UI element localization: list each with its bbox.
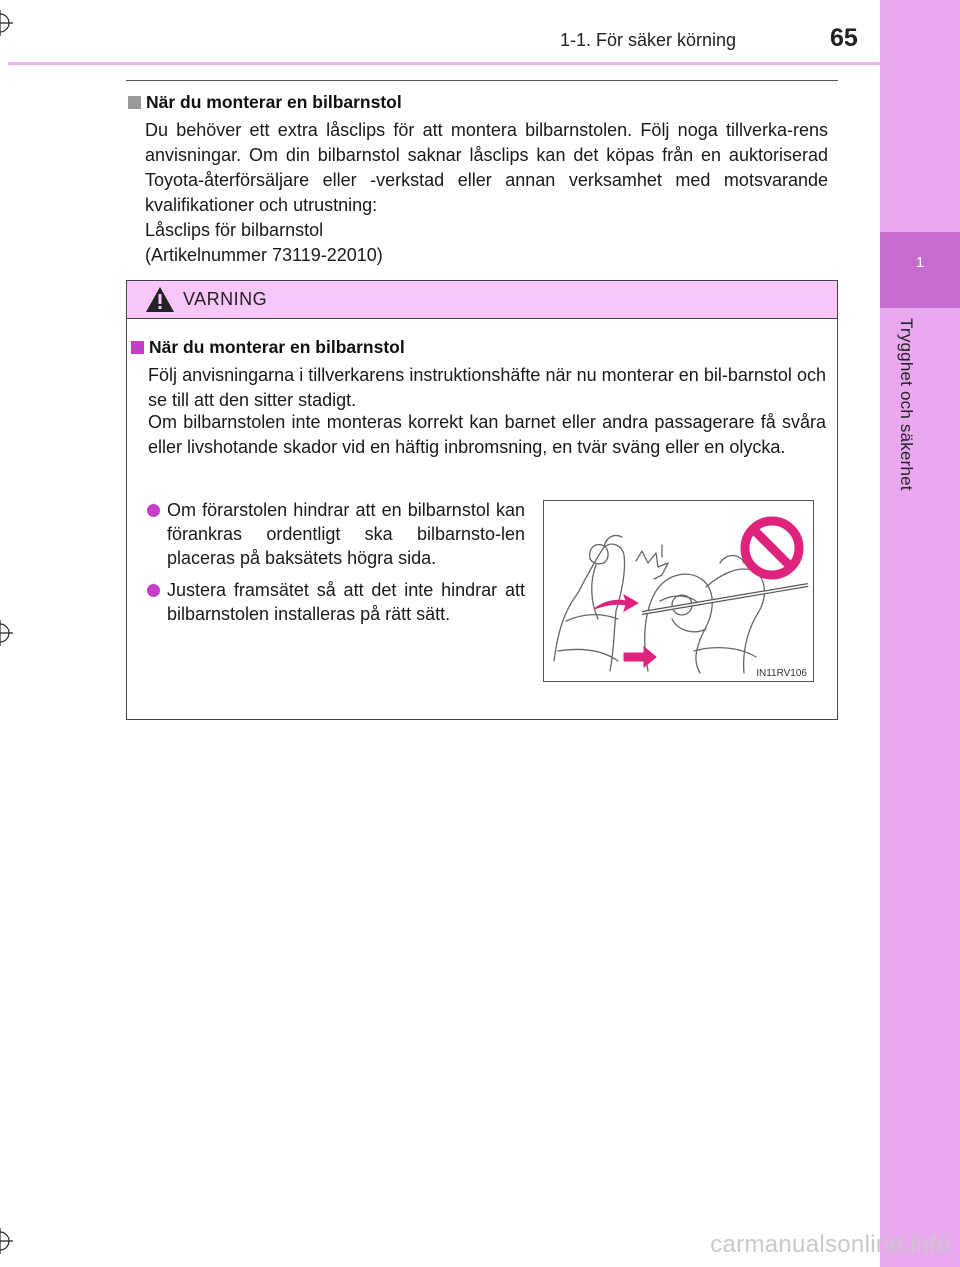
page-number: 65	[830, 24, 858, 52]
warning-paragraph-2: Om bilbarnstolen inte monteras korrekt kan barnet eller andra passagerare få svåra eller livshotande skador vid en häftig inbromsning, en tvär sväng eller en olycka.	[148, 412, 826, 457]
running-header-section: 1-1. För säker körning	[560, 30, 737, 50]
section-heading	[128, 92, 402, 113]
header-rule	[8, 62, 880, 65]
list-item	[147, 498, 525, 570]
chapter-side-tab	[880, 0, 960, 1267]
square-bullet-icon	[128, 96, 141, 109]
child-seat-collision-illustration	[544, 501, 813, 681]
chapter-number: 1	[915, 254, 925, 271]
list-item-text: Justera framsätet så att det inte hindrar att bilbarnstolen installeras på rätt sätt.	[167, 580, 525, 624]
registration-mark-bottom-left	[0, 1228, 13, 1254]
round-bullet-icon	[147, 504, 160, 517]
warning-bullet-list	[147, 498, 525, 634]
part-number-line: (Artikelnummer 73119-22010)	[145, 245, 383, 265]
warning-heading-text: När du monterar en bilbarnstol	[149, 337, 405, 357]
car-seat-illustration	[543, 500, 814, 682]
registration-mark-top-left	[0, 10, 13, 36]
figure-code: IN11RV106	[756, 668, 807, 679]
round-bullet-icon	[147, 584, 160, 597]
warning-triangle-icon	[145, 286, 175, 313]
warning-section-heading	[131, 337, 405, 358]
square-bullet-icon	[131, 341, 144, 354]
chapter-title: Trygghet och säkerhet	[897, 318, 916, 491]
part-name-line: Låsclips för bilbarnstol	[145, 220, 324, 240]
list-item-text: Om förarstolen hindrar att en bilbarnstol kan förankras ordentligt ska bilbarnsto-len placeras på baksätets högra sida.	[167, 500, 525, 568]
section-heading-text: När du monterar en bilbarnstol	[146, 92, 402, 112]
list-item	[147, 578, 525, 626]
warning-paragraph-1: Följ anvisningarna i tillverkarens instruktionshäfte när nu monterar en bil-barnstol och se till att den sitter stadigt.	[148, 365, 826, 410]
watermark: carmanualsonline.info	[710, 1231, 950, 1258]
content-top-rule	[126, 80, 838, 81]
registration-mark-mid-left	[0, 620, 13, 646]
warning-header	[127, 281, 837, 319]
section-paragraph: Du behöver ett extra låsclips för att montera bilbarnstolen. Följ noga tillverka-rens anvisningar. Om din bilbarnstol saknar låsclips kan det köpas från en auktoriserad Toyota-återförsäljare eller -verkstad eller annan verksamhet med motsvarande kvalifikationer och utrustning:	[145, 120, 828, 215]
warning-label: VARNING	[183, 289, 268, 309]
prohibition-icon	[745, 521, 799, 575]
warning-box	[126, 280, 838, 720]
